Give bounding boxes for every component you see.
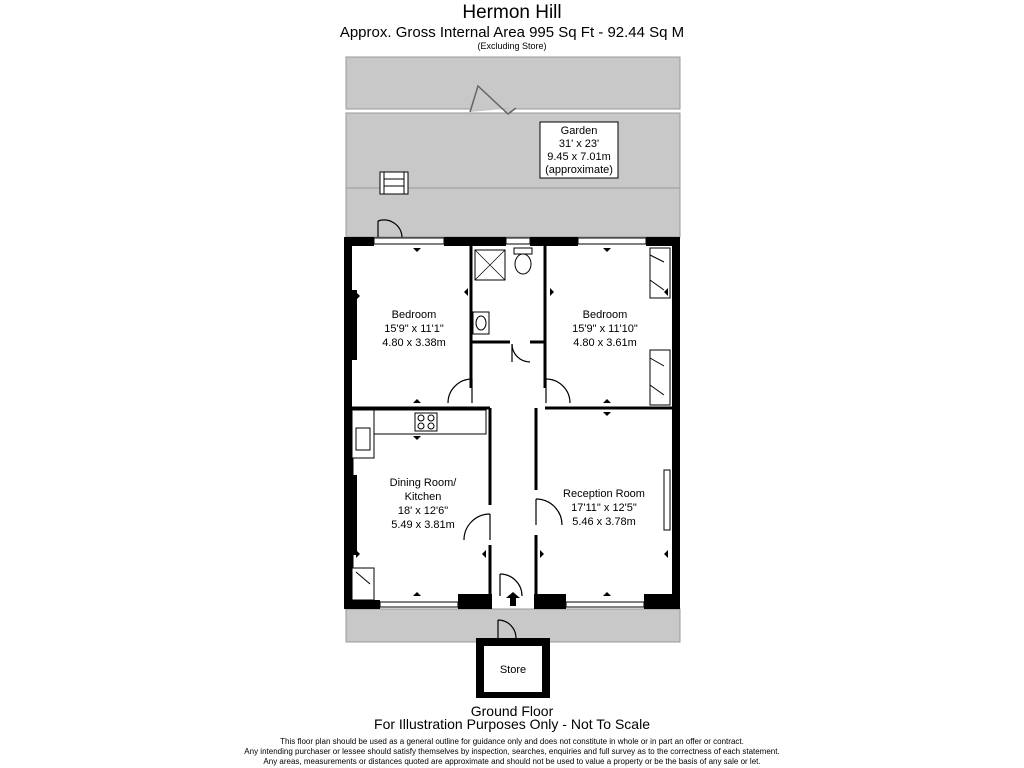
wall-top-b <box>444 237 506 246</box>
kitchen-imperial: 18' x 12'6" <box>397 505 449 517</box>
hob-icon <box>415 413 437 431</box>
rear-strip <box>346 57 680 109</box>
floor-label: Ground Floor <box>470 703 554 719</box>
disclaimer-line: Any areas, measurements or distances quoted are approximate and should not be used to value a property or be the basis of any sale or let. <box>263 757 761 766</box>
bedroom1-metric: 4.80 x 3.38m <box>382 337 446 349</box>
sink-icon <box>356 428 370 450</box>
door-reception <box>536 499 562 525</box>
wall-bottom-c <box>534 594 566 609</box>
bedroom2-name: Bedroom <box>582 309 628 321</box>
window-bath <box>506 238 530 244</box>
bedroom2-metric: 4.80 x 3.61m <box>573 337 637 349</box>
wall-right <box>672 237 680 609</box>
garden-name: Garden <box>560 125 598 137</box>
door-bed1 <box>448 379 472 403</box>
door-bath <box>512 344 530 362</box>
toilet-icon <box>515 254 531 274</box>
window-kitchen <box>380 602 458 607</box>
entrance-arrow-icon <box>506 592 520 606</box>
radiator-left-1 <box>350 290 357 360</box>
bedroom1-name: Bedroom <box>391 309 437 321</box>
wall-top-c <box>530 237 578 246</box>
front-strip <box>346 609 680 642</box>
wall-bottom-d <box>644 594 680 609</box>
garden-imperial: 31' x 23' <box>558 138 600 150</box>
bedroom2-imperial: 15'9" x 11'10" <box>572 323 638 335</box>
door-kitchen <box>464 514 490 540</box>
disclaimer-line: Any intending purchaser or lessee should satisfy themselves by inspection, searches, enquiries and full survey as to the correctness of each statement. <box>244 747 780 756</box>
reception-name: Reception Room <box>563 488 645 500</box>
bathroom-fixtures <box>473 248 532 334</box>
disclaimer-line: This floor plan should be used as a general outline for guidance only and does not constitute in whole or in part an offer or contract. <box>280 737 744 746</box>
scale-note: For Illustration Purposes Only - Not To Scale <box>374 716 650 732</box>
store-label: Store <box>499 664 527 676</box>
kitchen-name-line2: Kitchen <box>404 491 442 503</box>
area-note: (Excluding Store) <box>477 41 547 51</box>
steps-icon <box>380 172 408 194</box>
door-bed2 <box>546 379 570 403</box>
garden-extra: (approximate) <box>545 164 613 176</box>
wall-bottom-a <box>344 600 380 609</box>
reception-metric: 5.46 x 3.78m <box>572 516 636 528</box>
bedroom1-imperial: 15'9" x 11'1" <box>384 323 444 335</box>
window-reception <box>566 602 644 607</box>
reception-imperial: 17'11" x 12'5" <box>571 502 637 514</box>
kitchen-metric: 5.49 x 3.81m <box>391 519 455 531</box>
cupboard <box>352 568 374 600</box>
window-bed2 <box>578 238 646 244</box>
garden-metric: 9.45 x 7.01m <box>547 151 611 163</box>
plan-title: Hermon Hill <box>462 2 562 23</box>
wall-bottom-b <box>458 594 492 609</box>
window-reception-side <box>664 470 670 530</box>
door-front <box>500 574 522 596</box>
window-bed1 <box>374 238 444 244</box>
wall-top-d <box>646 237 680 246</box>
gross-area: Approx. Gross Internal Area 995 Sq Ft - 92.44 Sq M <box>339 24 685 41</box>
wall-top-a <box>344 237 374 246</box>
basin-icon <box>476 316 486 330</box>
kitchen-name-line1: Dining Room/ <box>389 477 457 489</box>
cistern <box>514 248 532 254</box>
wardrobes <box>650 248 670 405</box>
